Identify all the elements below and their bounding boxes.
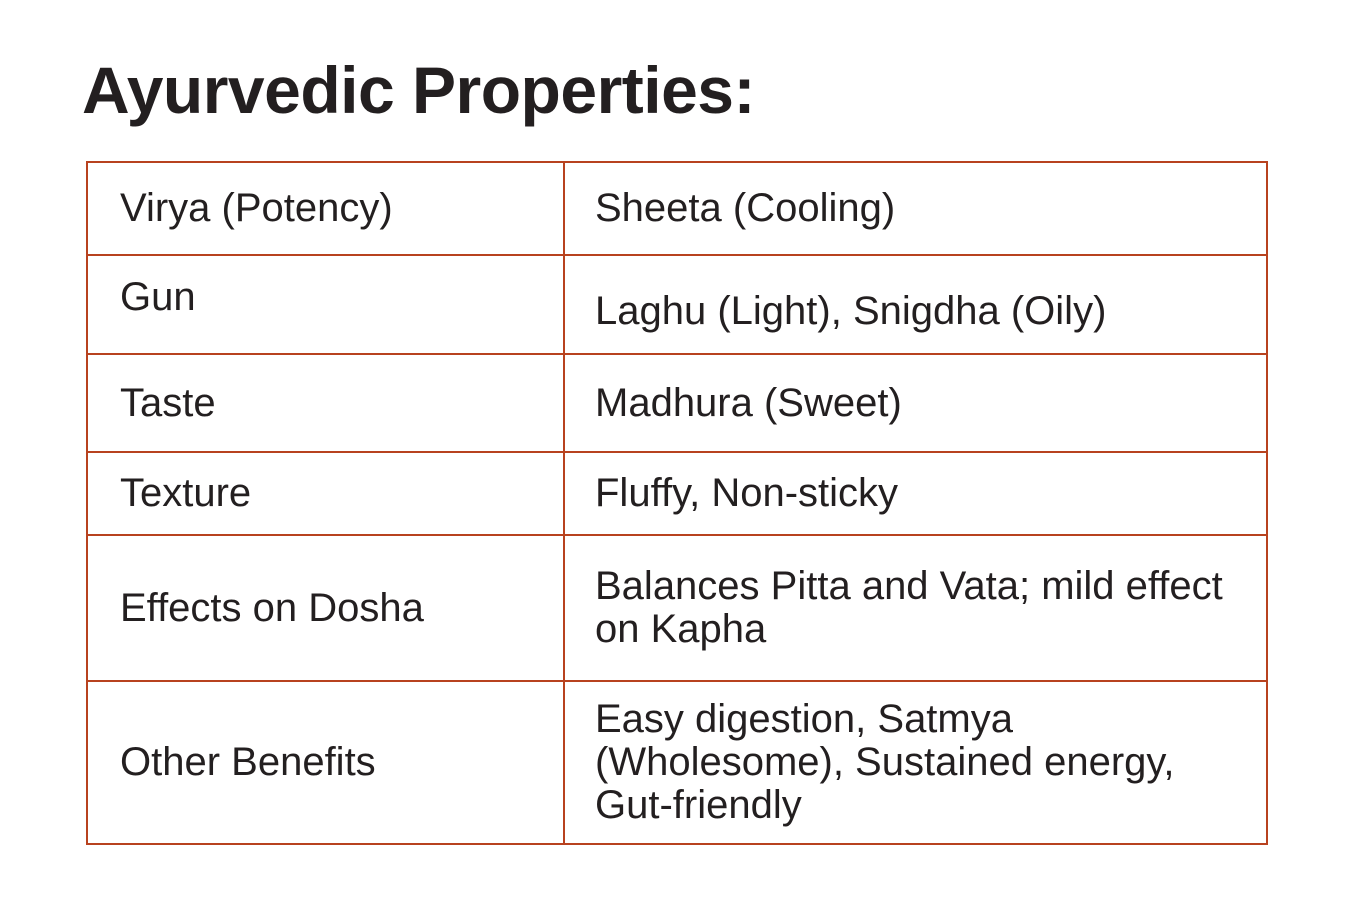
properties-table [86,161,1268,845]
table-row [87,162,1267,255]
table-row [87,255,1267,354]
property-name-cell: Taste [87,354,564,452]
table-row [87,452,1267,535]
table-row [87,354,1267,452]
property-name-cell: Gun [87,255,564,354]
property-value-cell: Fluffy, Non-sticky [564,452,1267,535]
property-value-cell: Madhura (Sweet) [564,354,1267,452]
table-row [87,535,1267,681]
property-name-cell: Virya (Potency) [87,162,564,255]
property-value-cell: Easy digestion, Satmya (Wholesome), Sustained energy, Gut-friendly [564,681,1267,844]
property-name-cell: Texture [87,452,564,535]
property-value-cell: Sheeta (Cooling) [564,162,1267,255]
property-name-cell: Effects on Dosha [87,535,564,681]
property-value-cell: Balances Pitta and Vata; mild effect on Kapha [564,535,1267,681]
table-row [87,681,1267,844]
property-value-cell: Laghu (Light), Snigdha (Oily) [564,255,1267,354]
property-name-cell: Other Benefits [87,681,564,844]
page-title: Ayurvedic Properties: [82,53,755,127]
